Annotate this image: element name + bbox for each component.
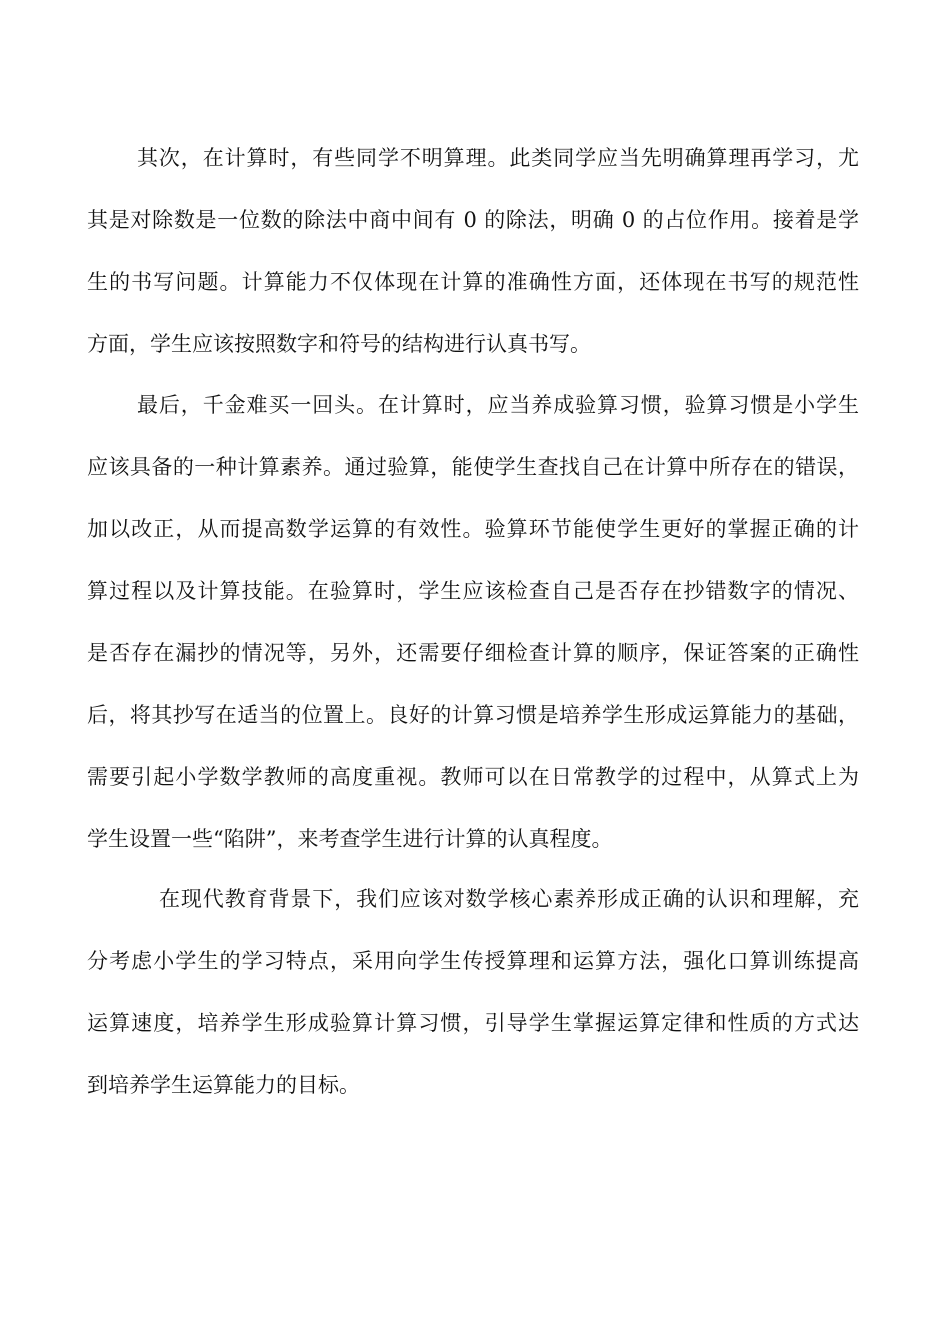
- text-line: 在现代教育背景下，我们应该对数学核心素养形成正确的认识和理解，充: [159, 887, 859, 911]
- text-line: 生的书写问题。计算能力不仅体现在计算的准确性方面，还体现在书写的规范性: [87, 270, 859, 294]
- text-line: 运算速度，培养学生形成验算计算习惯，引导学生掌握运算定律和性质的方式达: [87, 1011, 859, 1035]
- text-line: 后，将其抄写在适当的位置上。良好的计算习惯是培养学生形成运算能力的基础，: [87, 703, 859, 727]
- paragraph-conclusion: [87, 886, 859, 1134]
- text-line: 算过程以及计算技能。在验算时，学生应该检查自己是否存在抄错数字的情况、: [87, 579, 859, 603]
- text-line: 其次，在计算时，有些同学不明算理。此类同学应当先明确算理再学习，尤: [137, 146, 859, 170]
- text-line: 学生设置一些“陷阱”，来考查学生进行计算的认真程度。: [87, 827, 613, 851]
- paragraph-checking-habits: [87, 392, 859, 888]
- text-line: 方面，学生应该按照数字和符号的结构进行认真书写。: [87, 332, 591, 356]
- text-line: 是否存在漏抄的情况等，另外，还需要仔细检查计算的顺序，保证答案的正确性: [87, 641, 859, 665]
- text-line: 应该具备的一种计算素养。通过验算，能使学生查找自己在计算中所存在的错误，: [87, 455, 859, 479]
- text-line: 最后，千金难买一回头。在计算时，应当养成验算习惯，验算习惯是小学生: [137, 393, 859, 417]
- text-line: 需要引起小学数学教师的高度重视。教师可以在日常教学的过程中，从算式上为: [87, 765, 859, 789]
- text-line: 加以改正，从而提高数学运算的有效性。验算环节能使学生更好的掌握正确的计: [87, 517, 859, 541]
- text-line: 其是对除数是一位数的除法中商中间有 0 的除法，明确 0 的占位作用。接着是学: [87, 208, 859, 232]
- text-line: 分考虑小学生的学习特点，采用向学生传授算理和运算方法，强化口算训练提高: [87, 949, 859, 973]
- paragraph-calculation-principles: [87, 145, 859, 393]
- text-line: 到培养学生运算能力的目标。: [87, 1073, 360, 1097]
